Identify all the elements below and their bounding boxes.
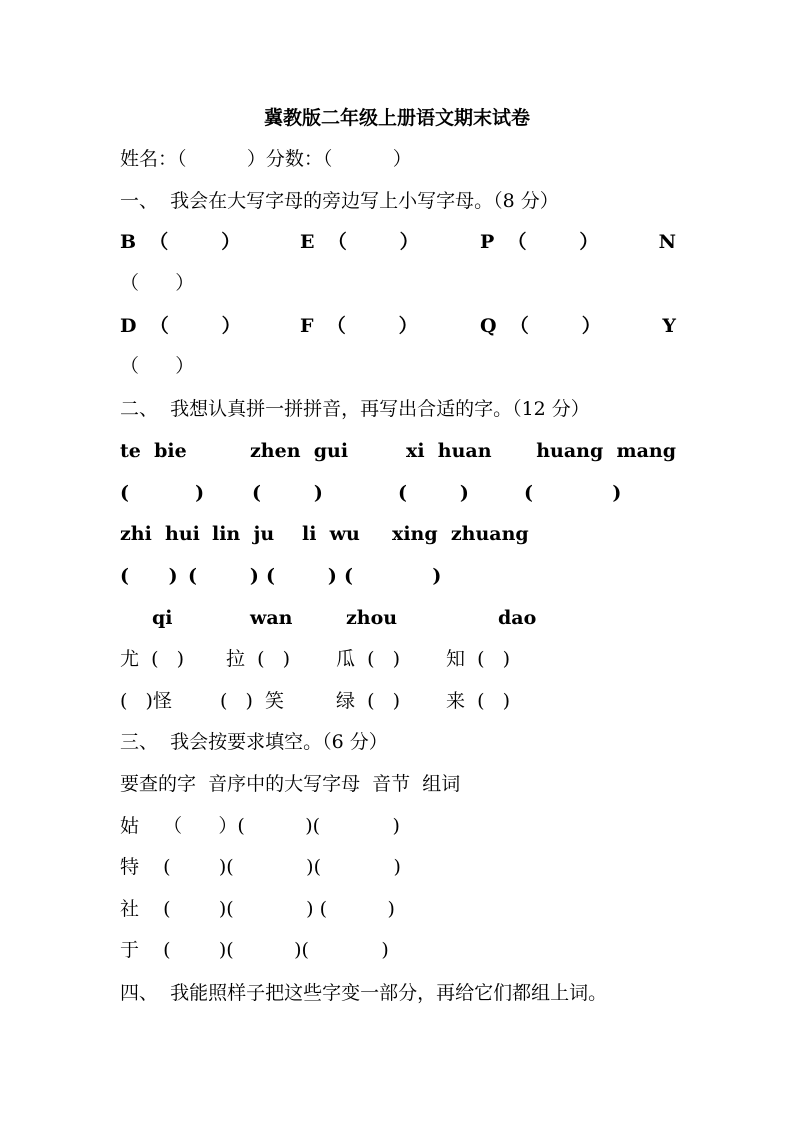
letter-item: E （ ） xyxy=(300,231,419,253)
pinyin-row xyxy=(120,435,676,467)
pinyin-item: li wu xyxy=(302,523,360,545)
letters-row xyxy=(120,310,676,342)
char-row xyxy=(120,685,676,717)
section-four-heading: 四、 我能照样子把这些字变一部分，再给它们都组上词。 xyxy=(120,982,608,1004)
pinyin-item: xing zhuang xyxy=(392,523,529,545)
pinyin-row xyxy=(120,602,676,634)
pinyin-item: xi huan xyxy=(406,440,492,462)
letter-item: Y xyxy=(662,315,676,337)
answer-blank: ( ) xyxy=(344,565,442,587)
letter-item: B （ ） xyxy=(120,231,241,253)
pinyin-item: zhen gui xyxy=(250,440,349,462)
char-item: ( )怪 xyxy=(120,690,172,712)
name-score-line: 姓名：（ ）分数：（ ） xyxy=(120,148,412,170)
letters-row-wrap: （ ） xyxy=(120,272,195,294)
answer-blank: ( ) xyxy=(120,565,178,587)
pinyin-item: zhi hui xyxy=(120,523,200,545)
letter-item: Q （ ） xyxy=(480,315,601,337)
pinyin-item: zhou xyxy=(346,607,398,629)
fill-row: 社 ( )( ) ( ) xyxy=(120,898,395,920)
pinyin-item: dao xyxy=(498,607,537,629)
section-two-heading: 二、 我想认真拼一拼拼音，再写出合适的字。（12 分） xyxy=(120,398,590,420)
char-item: 尤 ( ) xyxy=(120,648,185,670)
fill-table-header: 要查的字 音序中的大写字母 音节 组词 xyxy=(120,773,461,795)
pinyin-row xyxy=(120,518,676,550)
pinyin-item: qi xyxy=(152,607,173,629)
section-three-heading: 三、 我会按要求填空。（6 分） xyxy=(120,731,388,753)
pinyin-item: wan xyxy=(250,607,293,629)
letter-item: P （ ） xyxy=(480,231,599,253)
exam-title: 冀教版二年级上册语文期末试卷 xyxy=(263,107,530,129)
char-item: 瓜 ( ) xyxy=(336,648,401,670)
char-item: 拉 ( ) xyxy=(226,648,291,670)
char-item: 来 ( ) xyxy=(446,690,511,712)
fill-row: 特 ( )( )( ) xyxy=(120,856,401,878)
letter-item: D （ ） xyxy=(120,315,241,337)
char-item: 绿 ( ) xyxy=(336,690,401,712)
answer-blank: ( ) xyxy=(188,565,259,587)
paren-row xyxy=(120,477,676,509)
letter-item: N xyxy=(658,231,676,253)
letters-row xyxy=(120,226,676,258)
paren-row xyxy=(120,560,676,592)
answer-blank: ( ) xyxy=(524,482,622,504)
char-row xyxy=(120,643,676,675)
answer-blank: ( ) xyxy=(120,482,205,504)
fill-row: 姑 （ ）( )( ) xyxy=(120,815,400,837)
pinyin-item: huang mang xyxy=(536,440,676,462)
answer-blank: ( ) xyxy=(266,565,337,587)
letters-row-wrap: （ ） xyxy=(120,355,195,377)
char-item: ( ) 笑 xyxy=(220,690,285,712)
fill-row: 于 ( )( )( ) xyxy=(120,939,389,961)
pinyin-item: lin ju xyxy=(212,523,275,545)
letter-item: F （ ） xyxy=(300,315,418,337)
answer-blank: ( ) xyxy=(398,482,469,504)
section-one-heading: 一、 我会在大写字母的旁边写上小写字母。（8 分） xyxy=(120,190,559,212)
char-item: 知 ( ) xyxy=(446,648,511,670)
pinyin-item: te bie xyxy=(120,440,187,462)
answer-blank: ( ) xyxy=(252,482,323,504)
